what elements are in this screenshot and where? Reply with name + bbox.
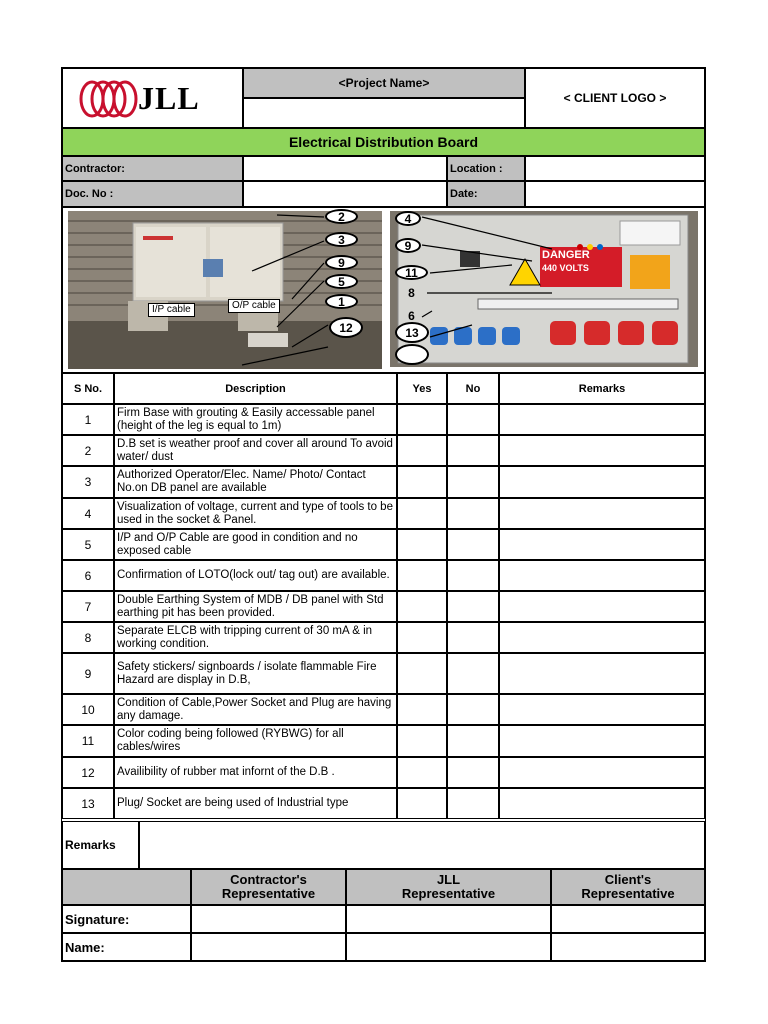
row-number: 12 bbox=[62, 757, 114, 788]
project-name-value[interactable] bbox=[243, 98, 525, 128]
row-remarks-field[interactable] bbox=[499, 404, 705, 435]
row-remarks-field[interactable] bbox=[499, 653, 705, 694]
client-name-field[interactable] bbox=[551, 933, 705, 961]
row-remarks-field[interactable] bbox=[499, 788, 705, 819]
row-yes-field[interactable] bbox=[397, 591, 447, 622]
row-no-field[interactable] bbox=[447, 591, 499, 622]
row-description: Confirmation of LOTO(lock out/ tag out) are available. bbox=[114, 560, 397, 591]
signature-label: Signature: bbox=[62, 905, 191, 933]
jll-name-field[interactable] bbox=[346, 933, 551, 961]
remarks-label: Remarks bbox=[62, 821, 139, 869]
right-marker-8: 8 bbox=[408, 285, 415, 300]
row-no-field[interactable] bbox=[447, 435, 499, 466]
right-marker-11: 11 bbox=[395, 265, 428, 280]
row-yes-field[interactable] bbox=[397, 435, 447, 466]
inspection-sheet bbox=[61, 67, 706, 962]
header-desc: Description bbox=[114, 373, 397, 404]
row-remarks-field[interactable] bbox=[499, 757, 705, 788]
remarks-field[interactable] bbox=[139, 821, 705, 869]
row-no-field[interactable] bbox=[447, 653, 499, 694]
row-number: 2 bbox=[62, 435, 114, 466]
row-no-field[interactable] bbox=[447, 788, 499, 819]
row-description: Availibility of rubber mat infornt of the D.B . bbox=[114, 757, 397, 788]
jll-logo bbox=[78, 79, 218, 119]
row-number: 6 bbox=[62, 560, 114, 591]
right-marker-4: 4 bbox=[395, 211, 421, 226]
row-description: Double Earthing System of MDB / DB panel with Std earthing pit has been provided. bbox=[114, 591, 397, 622]
row-description: Firm Base with grouting & Easily accessable panel (height of the leg is equal to 1m) bbox=[114, 404, 397, 435]
row-no-field[interactable] bbox=[447, 694, 499, 725]
row-description: Condition of Cable,Power Socket and Plug are having any damage. bbox=[114, 694, 397, 725]
row-remarks-field[interactable] bbox=[499, 591, 705, 622]
ip-cable-label: I/P cable bbox=[148, 303, 195, 317]
row-yes-field[interactable] bbox=[397, 694, 447, 725]
left-marker-2: 2 bbox=[325, 209, 358, 224]
row-no-field[interactable] bbox=[447, 466, 499, 498]
danger-sign-text: DANGER bbox=[542, 249, 590, 261]
jll-rep-header: JLL Representative bbox=[346, 869, 551, 905]
left-marker-5: 5 bbox=[325, 274, 358, 289]
left-marker-1: 1 bbox=[325, 294, 358, 309]
header-sno: S No. bbox=[62, 373, 114, 404]
right-marker-13: 13 bbox=[395, 322, 429, 343]
contractor-name-field[interactable] bbox=[191, 933, 346, 961]
row-number: 3 bbox=[62, 466, 114, 498]
row-yes-field[interactable] bbox=[397, 757, 447, 788]
row-number: 4 bbox=[62, 498, 114, 529]
row-number: 5 bbox=[62, 529, 114, 560]
row-remarks-field[interactable] bbox=[499, 725, 705, 757]
header-remarks: Remarks bbox=[499, 373, 705, 404]
logo-text: JLL bbox=[138, 80, 200, 116]
row-number: 1 bbox=[62, 404, 114, 435]
row-no-field[interactable] bbox=[447, 725, 499, 757]
row-yes-field[interactable] bbox=[397, 622, 447, 653]
rep-header-blank bbox=[62, 869, 191, 905]
row-yes-field[interactable] bbox=[397, 529, 447, 560]
row-description: Separate ELCB with tripping current of 30 mA & in working condition. bbox=[114, 622, 397, 653]
row-yes-field[interactable] bbox=[397, 560, 447, 591]
left-marker-3: 3 bbox=[325, 232, 358, 247]
row-remarks-field[interactable] bbox=[499, 435, 705, 466]
row-remarks-field[interactable] bbox=[499, 560, 705, 591]
row-yes-field[interactable] bbox=[397, 466, 447, 498]
row-description: Visualization of voltage, current and type of tools to be used in the socket & Panel. bbox=[114, 498, 397, 529]
row-no-field[interactable] bbox=[447, 757, 499, 788]
row-yes-field[interactable] bbox=[397, 788, 447, 819]
date-label: Date: bbox=[447, 181, 525, 207]
row-no-field[interactable] bbox=[447, 560, 499, 591]
location-label: Location : bbox=[447, 156, 525, 181]
row-number: 8 bbox=[62, 622, 114, 653]
page-title: Electrical Distribution Board bbox=[62, 128, 705, 156]
docno-field[interactable] bbox=[243, 181, 447, 207]
row-remarks-field[interactable] bbox=[499, 529, 705, 560]
left-marker-9: 9 bbox=[325, 255, 358, 270]
row-yes-field[interactable] bbox=[397, 404, 447, 435]
client-logo: < CLIENT LOGO > bbox=[525, 68, 705, 128]
docno-label: Doc. No : bbox=[62, 181, 243, 207]
contractor-rep-header: Contractor's Representative bbox=[191, 869, 346, 905]
row-yes-field[interactable] bbox=[397, 653, 447, 694]
project-name: <Project Name> bbox=[243, 68, 525, 98]
row-remarks-field[interactable] bbox=[499, 622, 705, 653]
row-description: D.B set is weather proof and cover all around To avoid water/ dust bbox=[114, 435, 397, 466]
row-number: 7 bbox=[62, 591, 114, 622]
contractor-label: Contractor: bbox=[62, 156, 243, 181]
row-number: 9 bbox=[62, 653, 114, 694]
contractor-field[interactable] bbox=[243, 156, 447, 181]
row-number: 13 bbox=[62, 788, 114, 819]
row-description: Safety stickers/ signboards / isolate flammable Fire Hazard are display in D.B, bbox=[114, 653, 397, 694]
row-remarks-field[interactable] bbox=[499, 694, 705, 725]
op-cable-label: O/P cable bbox=[228, 299, 280, 313]
danger-volts-text: 440 VOLTS bbox=[542, 263, 589, 273]
row-description: Plug/ Socket are being used of Industrial type bbox=[114, 788, 397, 819]
row-description: I/P and O/P Cable are good in condition and no exposed cable bbox=[114, 529, 397, 560]
header-no: No bbox=[447, 373, 499, 404]
row-no-field[interactable] bbox=[447, 622, 499, 653]
jll-signature-field[interactable] bbox=[346, 905, 551, 933]
left-marker-12: 12 bbox=[329, 317, 363, 338]
row-number: 11 bbox=[62, 725, 114, 757]
row-description: Authorized Operator/Elec. Name/ Photo/ Contact No.on DB panel are available bbox=[114, 466, 397, 498]
name-label: Name: bbox=[62, 933, 191, 961]
row-no-field[interactable] bbox=[447, 404, 499, 435]
row-remarks-field[interactable] bbox=[499, 466, 705, 498]
logo-cell bbox=[62, 68, 243, 128]
client-signature-field[interactable] bbox=[551, 905, 705, 933]
location-field[interactable] bbox=[525, 156, 705, 181]
photo-pointer-lines bbox=[62, 207, 705, 373]
row-description: Color coding being followed (RYBWG) for all cables/wires bbox=[114, 725, 397, 757]
row-no-field[interactable] bbox=[447, 498, 499, 529]
row-yes-field[interactable] bbox=[397, 498, 447, 529]
row-yes-field[interactable] bbox=[397, 725, 447, 757]
checklist-table bbox=[62, 373, 705, 821]
right-marker-9: 9 bbox=[395, 238, 421, 253]
row-remarks-field[interactable] bbox=[499, 498, 705, 529]
date-field[interactable] bbox=[525, 181, 705, 207]
row-number: 10 bbox=[62, 694, 114, 725]
contractor-signature-field[interactable] bbox=[191, 905, 346, 933]
client-rep-header: Client's Representative bbox=[551, 869, 705, 905]
header-yes: Yes bbox=[397, 373, 447, 404]
right-marker-6: 6 bbox=[408, 308, 415, 323]
row-no-field[interactable] bbox=[447, 529, 499, 560]
